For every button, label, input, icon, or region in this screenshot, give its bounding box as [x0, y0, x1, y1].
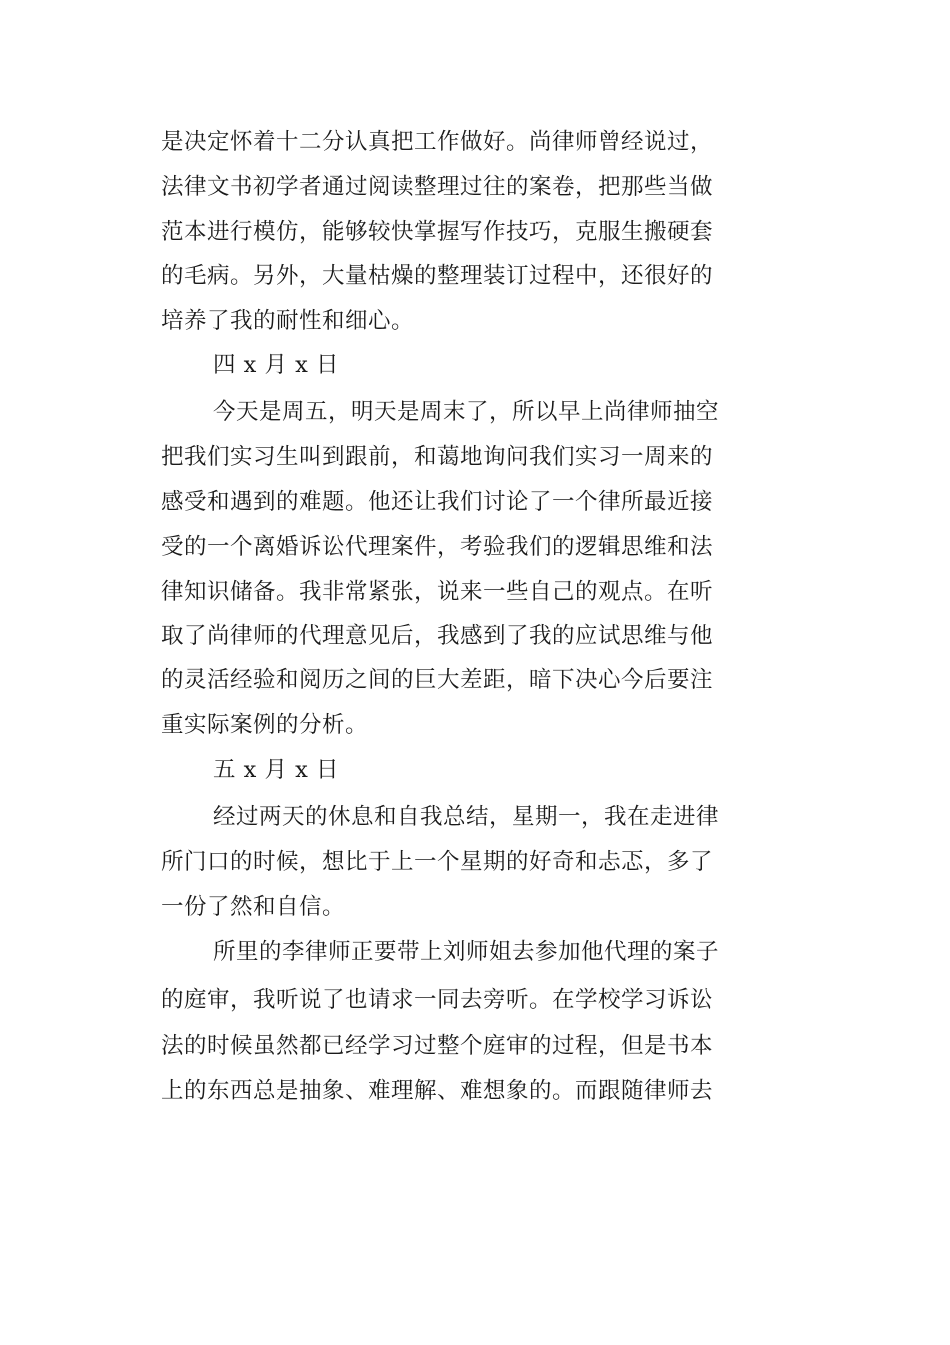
date-heading-five: 五 x 月 x 日 — [213, 757, 339, 783]
paragraph-line: 的毛病。另外，大量枯燥的整理装订过程中，还很好的 — [161, 263, 714, 289]
paragraph-line: 今天是周五，明天是周末了，所以早上尚律师抽空 — [213, 399, 720, 425]
paragraph-line: 把我们实习生叫到跟前，和蔼地询问我们实习一周来的 — [161, 444, 714, 470]
paragraph-line: 上的东西总是抽象、难理解、难想象的。而跟随律师去 — [161, 1078, 714, 1104]
paragraph-line: 受的一个离婚诉讼代理案件，考验我们的逻辑思维和法 — [161, 534, 714, 560]
paragraph-line: 所门口的时候，想比于上一个星期的好奇和忐忑，多了 — [161, 849, 714, 875]
paragraph-line: 一份了然和自信。 — [161, 894, 346, 920]
paragraph-line: 感受和遇到的难题。他还让我们讨论了一个律所最近接 — [161, 489, 714, 515]
paragraph-line: 的灵活经验和阅历之间的巨大差距，暗下决心今后要注 — [161, 667, 714, 693]
paragraph-line: 经过两天的休息和自我总结，星期一，我在走进律 — [213, 804, 720, 830]
paragraph-line: 律知识储备。我非常紧张，说来一些自己的观点。在听 — [161, 579, 714, 605]
paragraph-line: 法律文书初学者通过阅读整理过往的案卷，把那些当做 — [161, 174, 714, 200]
paragraph-line: 范本进行模仿，能够较快掌握写作技巧，克服生搬硬套 — [161, 219, 714, 245]
paragraph-line: 的庭审，我听说了也请求一同去旁听。在学校学习诉讼 — [161, 987, 714, 1013]
date-heading-four: 四 x 月 x 日 — [213, 352, 339, 378]
paragraph-line: 是决定怀着十二分认真把工作做好。尚律师曾经说过， — [161, 129, 714, 155]
paragraph-line: 培养了我的耐性和细心。 — [161, 308, 415, 334]
paragraph-line: 所里的李律师正要带上刘师姐去参加他代理的案子 — [213, 939, 720, 965]
paragraph-line: 取了尚律师的代理意见后，我感到了我的应试思维与他 — [161, 623, 714, 649]
paragraph-line: 重实际案例的分析。 — [161, 712, 369, 738]
paragraph-line: 法的时候虽然都已经学习过整个庭审的过程，但是书本 — [161, 1033, 714, 1059]
